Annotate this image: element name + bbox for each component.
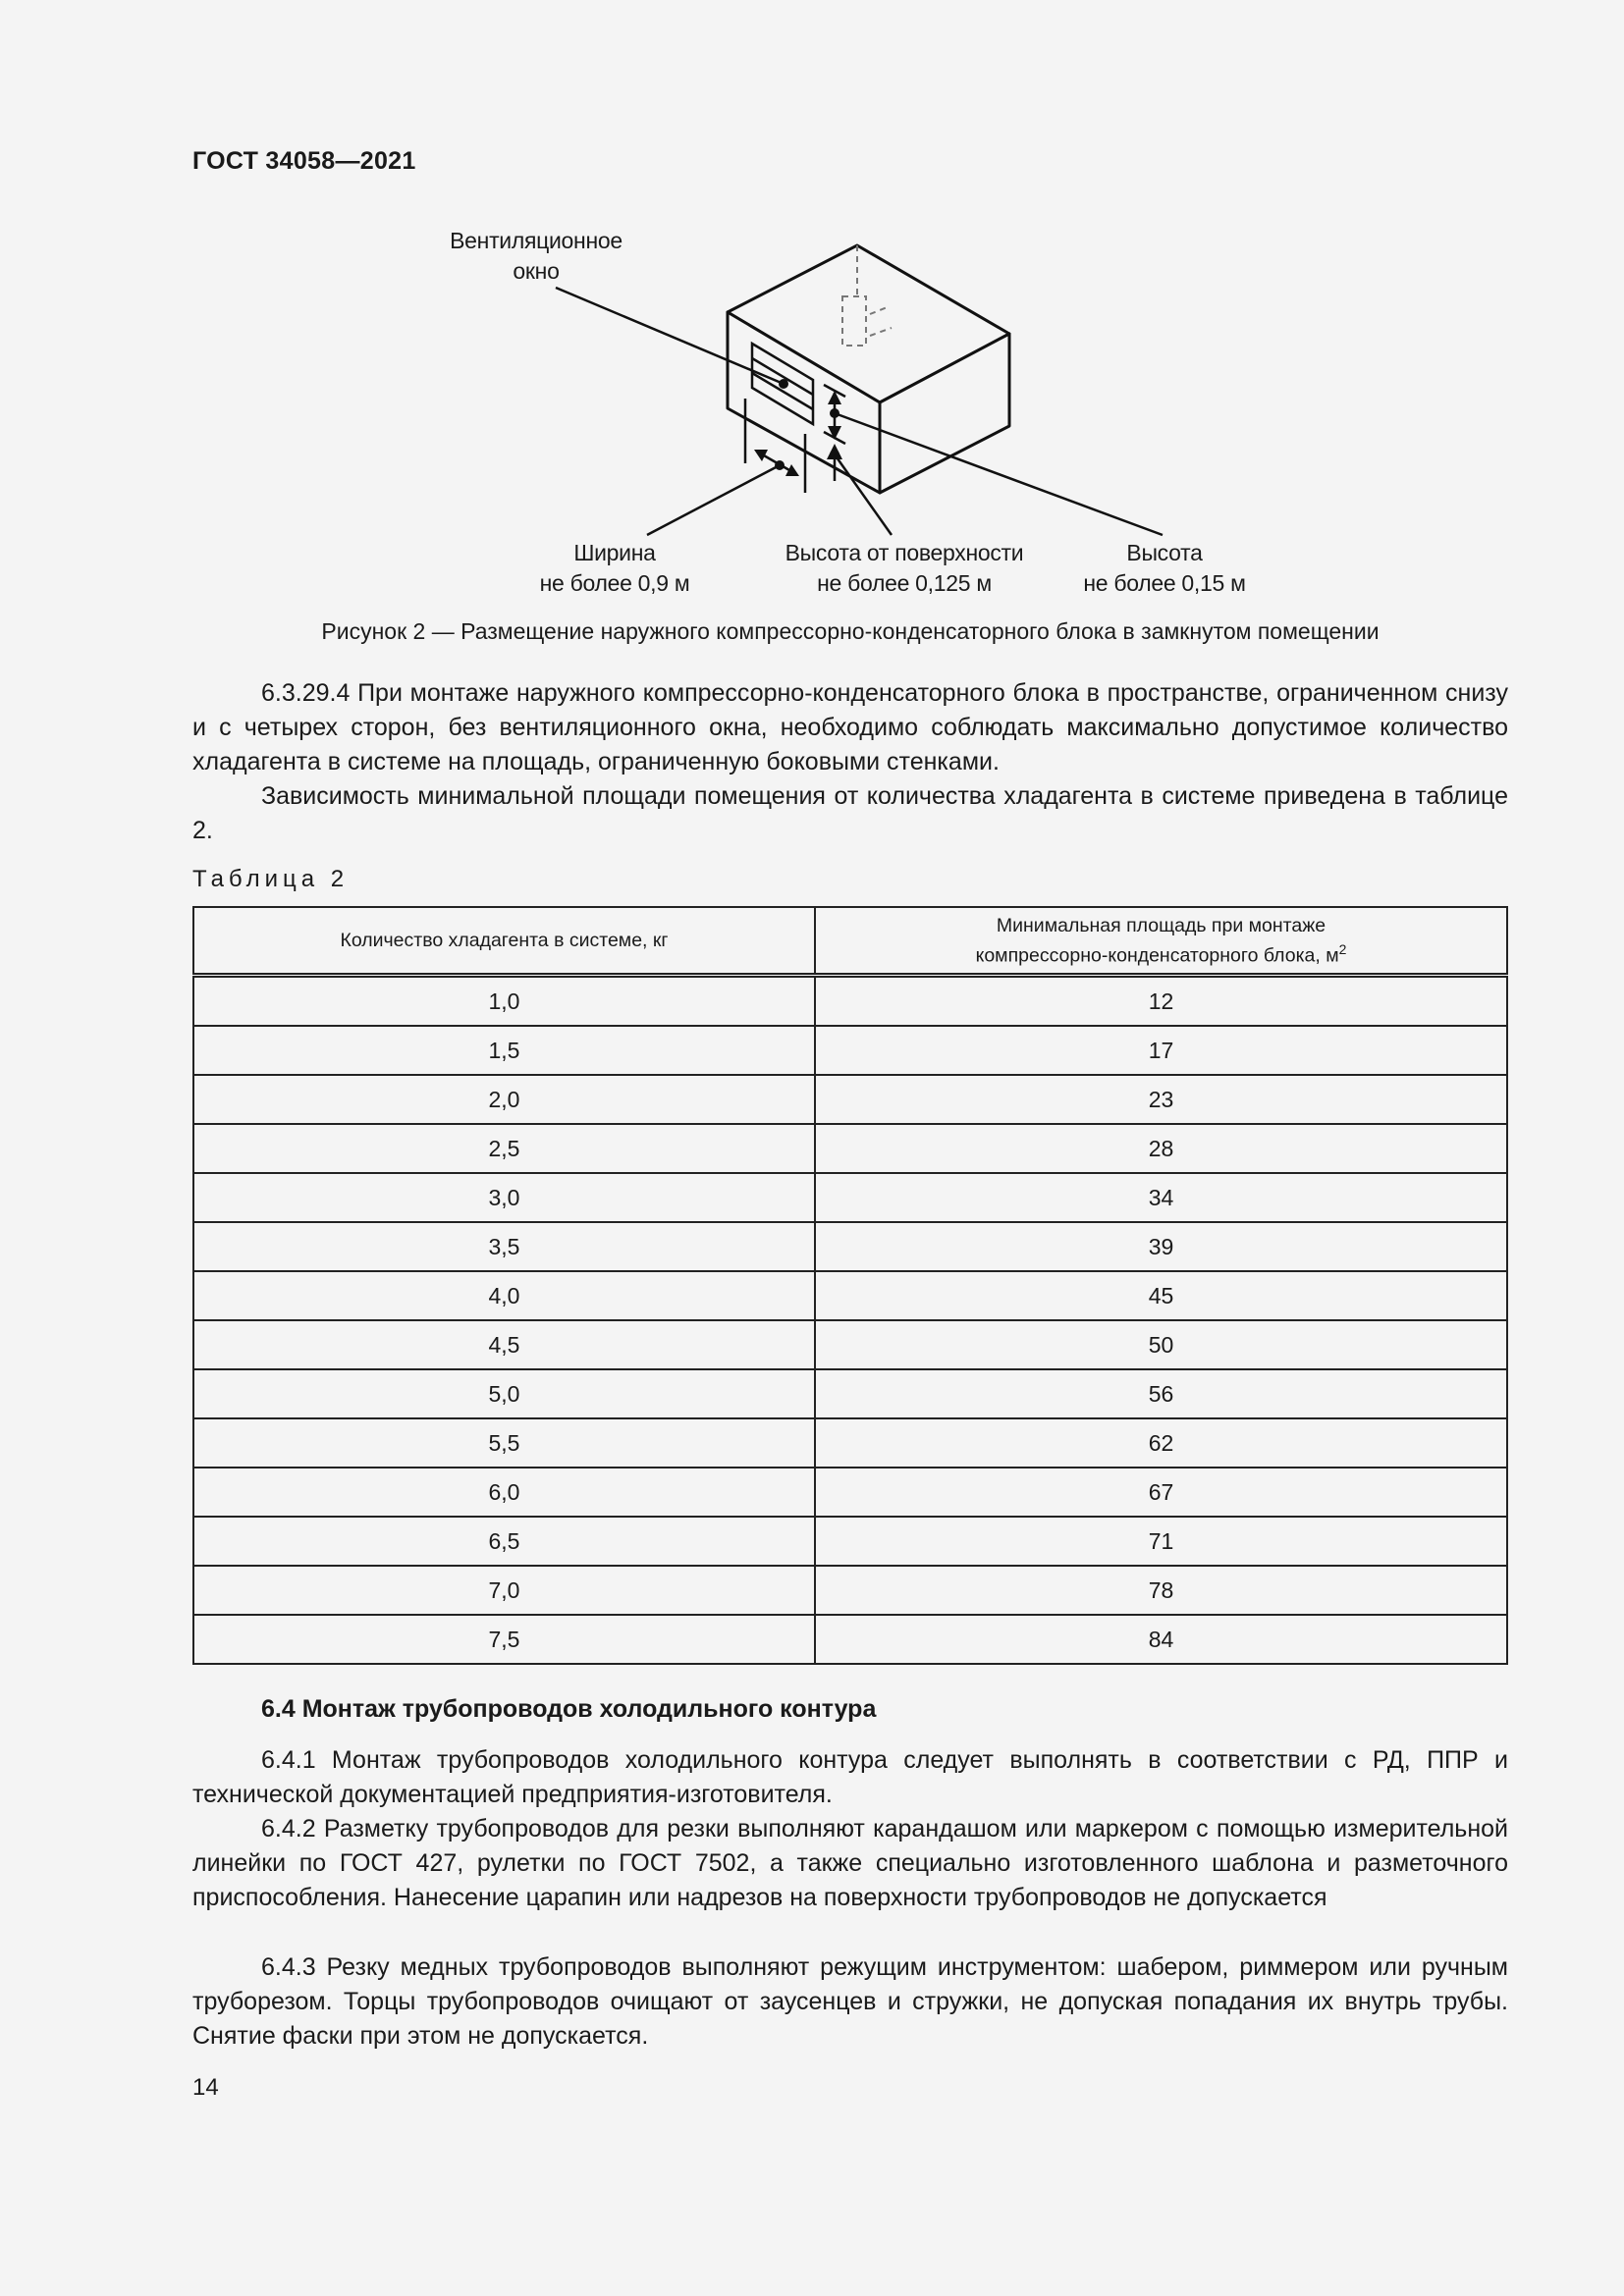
cell-amount: 6,0 <box>193 1468 815 1517</box>
label-surface-line1: Высота от поверхности <box>785 540 1024 565</box>
cell-amount: 5,0 <box>193 1369 815 1418</box>
label-width-line2: не более 0,9 м <box>539 570 690 596</box>
document-header: ГОСТ 34058—2021 <box>192 147 416 175</box>
label-surface-height <box>762 538 1047 599</box>
cell-area: 45 <box>815 1271 1507 1320</box>
cell-amount: 1,0 <box>193 976 815 1027</box>
label-vent-line1: Вентиляционное <box>450 228 623 253</box>
table-row <box>193 1369 1507 1418</box>
cell-area: 62 <box>815 1418 1507 1468</box>
table-row <box>193 1124 1507 1173</box>
cell-amount: 2,0 <box>193 1075 815 1124</box>
table-header-row <box>193 907 1507 976</box>
cell-area: 84 <box>815 1615 1507 1664</box>
cell-amount: 4,5 <box>193 1320 815 1369</box>
cell-amount: 4,0 <box>193 1271 815 1320</box>
table-row <box>193 976 1507 1027</box>
table-row <box>193 1468 1507 1517</box>
figure-caption: Рисунок 2 — Размещение наружного компрессорно-конденсаторного блока в замкнутом помещении <box>321 618 1380 644</box>
label-height-line2: не более 0,15 м <box>1083 570 1246 596</box>
cell-area: 12 <box>815 976 1507 1027</box>
column-header-area <box>815 907 1507 976</box>
label-surface-line2: не более 0,125 м <box>817 570 992 596</box>
refrigerant-area-table <box>192 906 1508 1665</box>
label-width-line1: Ширина <box>573 540 656 565</box>
column-header-area-line2: компрессорно-конденсаторного блока, м <box>975 944 1339 967</box>
cell-amount: 3,0 <box>193 1173 815 1222</box>
table-row <box>193 1517 1507 1566</box>
cell-area: 67 <box>815 1468 1507 1517</box>
column-header-area-sup: 2 <box>1338 940 1347 957</box>
cell-area: 50 <box>815 1320 1507 1369</box>
paragraph-table-reference: Зависимость минимальной площади помещения от количества хладагента в системе приведена в таблице 2. <box>192 782 1508 844</box>
cell-area: 23 <box>815 1075 1507 1124</box>
cell-area: 78 <box>815 1566 1507 1615</box>
cell-amount: 1,5 <box>193 1026 815 1075</box>
cell-amount: 3,5 <box>193 1222 815 1271</box>
column-header-amount: Количество хладагента в системе, кг <box>193 907 815 976</box>
cell-amount: 5,5 <box>193 1418 815 1468</box>
table-row <box>193 1566 1507 1615</box>
table-row <box>193 1271 1507 1320</box>
table-row <box>193 1173 1507 1222</box>
page-number: 14 <box>192 2074 219 2101</box>
table-row <box>193 1615 1507 1664</box>
column-header-area-line1: Минимальная площадь при монтаже <box>996 914 1326 936</box>
paragraph-6-4-1: 6.4.1 Монтаж трубопроводов холодильного контура следует выполнять в соответствии с РД, ППР и технической документацией предприятия-изготовителя. <box>192 1746 1508 1808</box>
cell-amount: 7,0 <box>193 1566 815 1615</box>
table-row <box>193 1222 1507 1271</box>
label-vent-window <box>428 226 644 287</box>
cell-area: 17 <box>815 1026 1507 1075</box>
table-row <box>193 1026 1507 1075</box>
paragraph-6-4-2: 6.4.2 Разметку трубопроводов для резки выполняют карандашом или маркером с помощью измерительной линейки по ГОСТ 427, рулетки по ГОСТ 7502, а также специально изготовленного шаблона и разметочного приспособления. Нанесение царапин или надрезов на поверхности трубопроводов не допускается <box>192 1815 1508 1911</box>
table-row <box>193 1075 1507 1124</box>
paragraph-6-3-29-4: 6.3.29.4 При монтаже наружного компрессорно-конденсаторного блока в пространстве, ограниченном снизу и с четырех сторон, без вентиляционного окна, необходимо соблюдать максимально допустимое количество хладагента в системе на площадь, ограниченную боковыми стенками. <box>192 679 1508 775</box>
cell-amount: 6,5 <box>193 1517 815 1566</box>
table-row <box>193 1418 1507 1468</box>
table-label: Таблица 2 <box>192 866 350 892</box>
section-title-6-4: 6.4 Монтаж трубопроводов холодильного контура <box>261 1695 877 1723</box>
table-row <box>193 1320 1507 1369</box>
label-width <box>516 538 713 599</box>
cell-area: 39 <box>815 1222 1507 1271</box>
cell-area: 34 <box>815 1173 1507 1222</box>
cell-area: 56 <box>815 1369 1507 1418</box>
cell-amount: 7,5 <box>193 1615 815 1664</box>
label-height <box>1066 538 1263 599</box>
label-vent-line2: окно <box>513 258 560 284</box>
cell-area: 28 <box>815 1124 1507 1173</box>
cell-amount: 2,5 <box>193 1124 815 1173</box>
label-height-line1: Высота <box>1126 540 1203 565</box>
figure-2 <box>192 216 1508 658</box>
paragraph-6-4-3: 6.4.3 Резку медных трубопроводов выполняют режущим инструментом: шабером, риммером или ручным труборезом. Торцы трубопроводов очищают от заусенцев и стружки, не допуская попадания их внутрь трубы. Снятие фаски при этом не допускается. <box>192 1953 1508 2050</box>
cell-area: 71 <box>815 1517 1507 1566</box>
